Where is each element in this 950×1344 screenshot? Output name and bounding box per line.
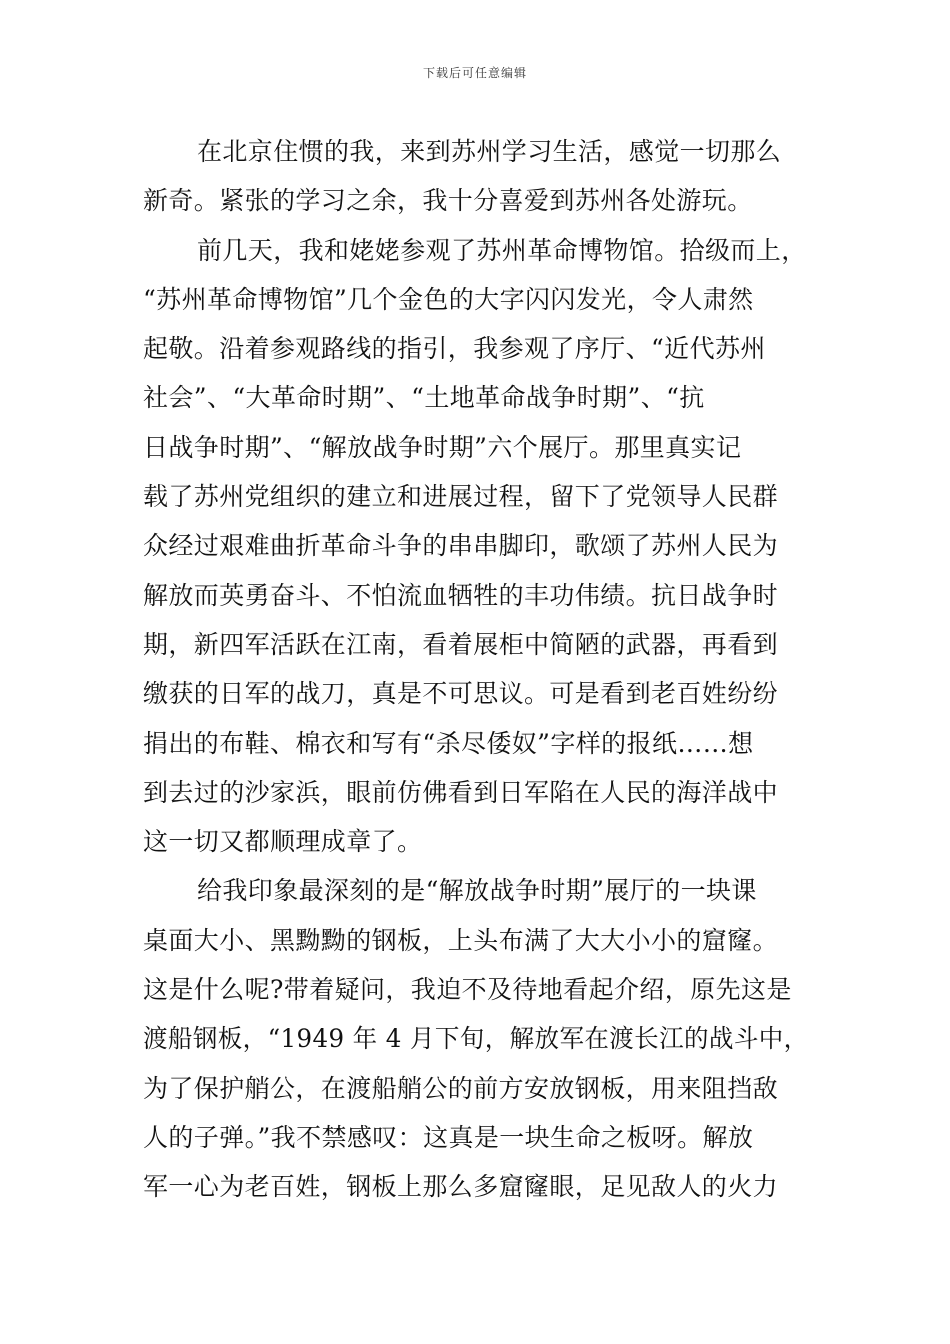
text-line: 众经过艰难曲折革命斗争的串串脚印，歌颂了苏州人民为 <box>143 531 779 561</box>
text-line: 军一心为老百姓，钢板上那么多窟窿眼，足见敌人的火力 <box>143 1172 779 1202</box>
text-line: 渡船钢板，“1949 年 4 月下旬，解放军在渡长江的战斗中， <box>143 1024 809 1054</box>
essay-body <box>143 127 809 1212</box>
text-line: 人的子弹。”我不禁感叹：这真是一块生命之板呀。解放 <box>143 1122 754 1152</box>
text-line: 起敬。沿着参观路线的指引，我参观了序厅、“近代苏州 <box>143 334 766 364</box>
text-line: 这是什么呢?带着疑问，我迫不及待地看起介绍，原先这是 <box>143 975 792 1005</box>
text-line: 日战争时期”、“解放战争时期”六个展厅。那里真实记 <box>143 432 742 462</box>
text-line: 捐出的布鞋、棉衣和写有“杀尽倭奴”字样的报纸……想 <box>143 728 754 758</box>
text-line: 前几天，我和姥姥参观了苏州革命博物馆。拾级而上， <box>197 235 807 265</box>
page-header: 下载后可任意编辑 <box>422 66 527 80</box>
text-line: 社会”、“大革命时期”、“土地革命战争时期”、“抗 <box>143 383 705 413</box>
text-line: 在北京住惯的我，来到苏州学习生活，感觉一切那么 <box>197 137 782 166</box>
text-line: 新奇。紧张的学习之余，我十分喜爱到苏州各处游玩。 <box>143 186 753 216</box>
text-line: 到去过的沙家浜，眼前仿佛看到日军陷在人民的海洋战中 <box>143 777 779 807</box>
text-line: 载了苏州党组织的建立和进展过程，留下了党领导人民群 <box>143 482 779 512</box>
text-line: 解放而英勇奋斗、不怕流血牺牲的丰功伟绩。抗日战争时 <box>143 580 779 610</box>
text-line: 这一切又都顺理成章了。 <box>143 827 423 857</box>
text-line: “苏州革命博物馆”几个金色的大字闪闪发光，令人肃然 <box>143 284 754 314</box>
text-line: 期，新四军活跃在江南，看着展柜中简陋的武器，再看到 <box>143 629 779 659</box>
text-line: 桌面大小、黑黝黝的钢板，上头布满了大大小小的窟窿。 <box>143 925 779 955</box>
text-line: 缴获的日军的战刀，真是不可思议。可是看到老百姓纷纷 <box>143 679 779 709</box>
text-line: 给我印象最深刻的是“解放战争时期”展厅的一块课 <box>197 876 757 906</box>
text-line: 为了保护艄公，在渡船艄公的前方安放钢板，用来阻挡敌 <box>143 1073 779 1103</box>
